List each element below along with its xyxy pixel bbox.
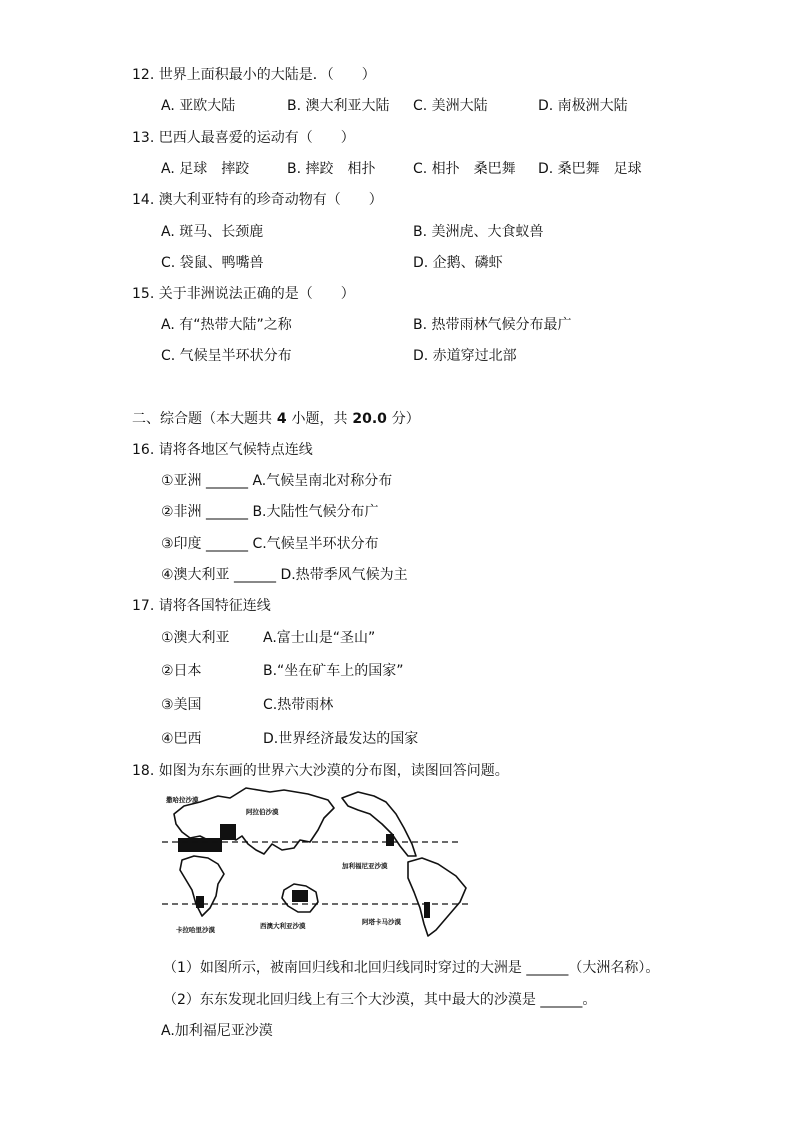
q16-row: ④澳大利亚 ______ D.热带季风气候为主 — [161, 567, 408, 583]
map-label-kalahari: 卡拉哈里沙漠 — [176, 926, 215, 934]
q13-stem: 13. 巴西人最喜爱的运动有（ ） — [132, 130, 355, 146]
q13-option-c: C. 相扑 桑巴舞 — [413, 161, 516, 177]
desert-map-svg — [160, 784, 472, 942]
map-label-california: 加利福尼亚沙漠 — [342, 862, 388, 870]
q14-stem: 14. 澳大利亚特有的珍奇动物有（ ） — [132, 192, 383, 208]
q12-option-c: C. 美洲大陆 — [413, 98, 488, 114]
section-heading-count: 4 — [272, 411, 292, 427]
q15-option-b: B. 热带雨林气候分布最广 — [413, 317, 572, 333]
q12-option-a: A. 亚欧大陆 — [161, 98, 236, 114]
q17-country: ③美国 — [161, 697, 202, 713]
q17-country: ①澳大利亚 — [161, 630, 230, 646]
map-label-atacama: 阿塔卡马沙漠 — [362, 918, 401, 926]
map-label-arabia: 阿拉伯沙漠 — [246, 808, 279, 816]
section-heading-score: 20.0 — [347, 411, 392, 427]
q18-subquestion-2: （2）东东发现北回归线上有三个大沙漠，其中最大的沙漠是 ______。 — [163, 992, 597, 1008]
q14-option-a: A. 斑马、长颈鹿 — [161, 224, 264, 240]
section-heading-prefix: 二、综合题（本大题共 — [132, 411, 272, 427]
kalahari-desert-mark — [196, 896, 204, 908]
south-america-outline — [408, 858, 466, 936]
q15-option-d: D. 赤道穿过北部 — [413, 348, 517, 364]
q17-country: ②日本 — [161, 663, 202, 679]
sahara-desert-mark — [178, 838, 222, 852]
map-label-australia: 西澳大利亚沙漠 — [260, 922, 306, 930]
q16-stem: 16. 请将各地区气候特点连线 — [132, 442, 313, 458]
q14-option-b: B. 美洲虎、大食蚁兽 — [413, 224, 544, 240]
q18-subquestion-1: （1）如图所示，被南回归线和北回归线同时穿过的大洲是 ______（大洲名称）。 — [163, 960, 660, 976]
q14-option-c: C. 袋鼠、鸭嘴兽 — [161, 255, 264, 271]
q12-option-b: B. 澳大利亚大陆 — [287, 98, 390, 114]
q15-stem: 15. 关于非洲说法正确的是（ ） — [132, 286, 355, 302]
q17-feature: B.“坐在矿车上的国家” — [263, 663, 404, 679]
q16-row: ③印度 ______ C.气候呈半环状分布 — [161, 536, 379, 552]
q13-option-a: A. 足球 摔跤 — [161, 161, 250, 177]
q12-stem: 12. 世界上面积最小的大陆是．（ ） — [132, 67, 376, 83]
map-label-sahara: 撒哈拉沙漠 — [166, 796, 199, 804]
section-heading-suffix: 分） — [391, 411, 420, 427]
california-desert-mark — [386, 834, 394, 846]
q17-feature: D.世界经济最发达的国家 — [263, 731, 419, 747]
q13-option-d: D. 桑巴舞 足球 — [538, 161, 642, 177]
q15-option-c: C. 气候呈半环状分布 — [161, 348, 292, 364]
section-heading-mid: 小题，共 — [291, 411, 348, 427]
q14-option-d: D. 企鹅、磷虾 — [413, 255, 503, 271]
arabia-desert-mark — [220, 824, 236, 840]
australia-desert-mark — [292, 890, 308, 902]
section-heading — [132, 410, 420, 428]
q12-option-d: D. 南极洲大陆 — [538, 98, 628, 114]
q16-row: ①亚洲 ______ A.气候呈南北对称分布 — [161, 473, 393, 489]
q17-country: ④巴西 — [161, 731, 202, 747]
desert-map-figure — [160, 784, 472, 942]
north-america-outline — [342, 792, 416, 856]
q17-feature: C.热带雨林 — [263, 697, 334, 713]
q17-feature: A.富士山是“圣山” — [263, 630, 376, 646]
q16-row: ②非洲 ______ B.大陆性气候分布广 — [161, 504, 379, 520]
q18-stem: 18. 如图为东东画的世界六大沙漠的分布图，读图回答问题。 — [132, 763, 509, 779]
q15-option-a: A. 有“热带大陆”之称 — [161, 317, 292, 333]
q13-option-b: B. 摔跤 相扑 — [287, 161, 376, 177]
q18-option-a: A.加利福尼亚沙漠 — [161, 1023, 273, 1039]
q17-stem: 17. 请将各国特征连线 — [132, 598, 271, 614]
